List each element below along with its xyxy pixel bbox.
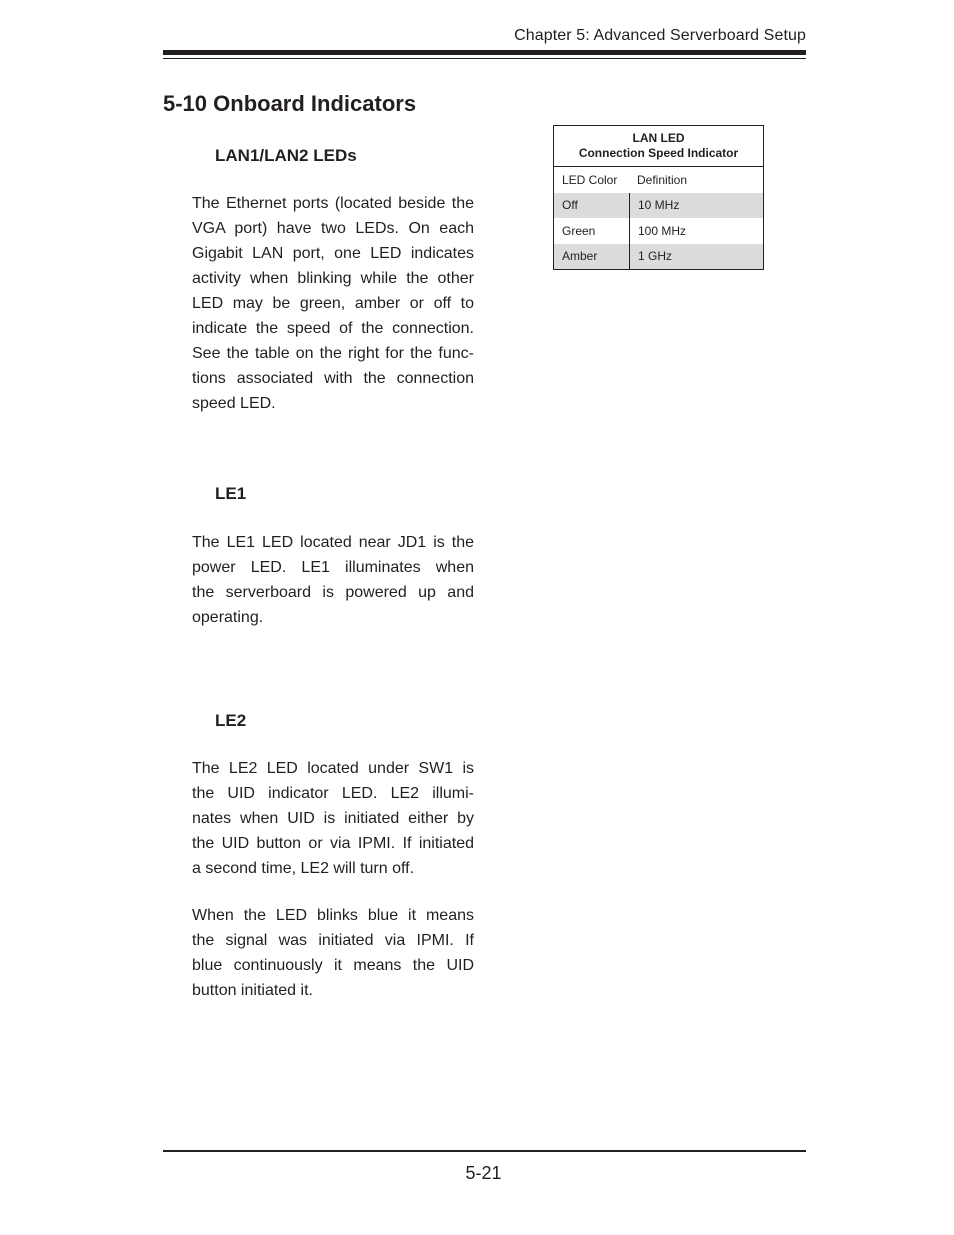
paragraph-line: the serverboard is powered up and [192, 584, 474, 601]
le2-heading: LE2 [215, 711, 247, 730]
paragraph-line: button initiated it. [192, 982, 313, 999]
table-title-line-2: Connection Speed Indicator [578, 146, 739, 160]
table-title-line-1: LAN LED [632, 131, 685, 145]
paragraph-line: indicate the speed of the connection. [192, 320, 474, 337]
le2-paragraph-2 [192, 903, 474, 1003]
paragraph-line: speed LED. [192, 395, 276, 412]
paragraph-line: a second time, LE2 will turn off. [192, 860, 415, 877]
lan-paragraph [192, 191, 474, 416]
table-row [554, 218, 763, 244]
table-header-row [554, 167, 763, 193]
cell-definition: 1 GHz [638, 249, 673, 264]
paragraph-line: When the LED blinks blue it means [192, 907, 474, 924]
paragraph-line: blue continuously it means the UID [192, 957, 474, 974]
footer-rule [163, 1150, 806, 1152]
paragraph-line: Gigabit LAN port, one LED indicates [192, 245, 474, 262]
table-row [554, 193, 763, 219]
paragraph-line: the UID button or via IPMI. If initiated [192, 835, 474, 852]
chapter-header: Chapter 5: Advanced Serverboard Setup [514, 27, 806, 44]
paragraph-line: tions associated with the connection [192, 370, 474, 387]
cell-definition: 100 MHz [638, 223, 687, 238]
table-row [554, 244, 763, 270]
lan-heading: LAN1/LAN2 LEDs [215, 146, 357, 165]
cell-led-color: Green [554, 218, 630, 244]
paragraph-line: activity when blinking while the other [192, 270, 474, 287]
paragraph-line: The LE2 LED located under SW1 is [192, 760, 474, 777]
column-header-definition: Definition [637, 172, 688, 187]
cell-led-color: Amber [554, 244, 630, 270]
paragraph-line: nates when UID is initiated either by [192, 810, 474, 827]
cell-led-color: Off [554, 193, 630, 219]
cell-definition: 10 MHz [638, 198, 680, 213]
le1-heading: LE1 [215, 484, 247, 503]
le2-paragraph-1 [192, 756, 474, 881]
paragraph-line: LED may be green, amber or off to [192, 295, 474, 312]
paragraph-line: VGA port) have two LEDs. On each [192, 220, 474, 237]
paragraph-line: the UID indicator LED. LE2 illumi- [192, 785, 474, 802]
le1-paragraph [192, 530, 474, 630]
section-title: 5-10 Onboard Indicators [163, 91, 417, 116]
paragraph-line: See the table on the right for the func- [192, 345, 474, 362]
paragraph-line: The LE1 LED located near JD1 is the [192, 534, 474, 551]
header-rule-thick [163, 50, 806, 55]
header-rule-thin [163, 58, 806, 59]
paragraph-line: The Ethernet ports (located beside the [192, 195, 474, 212]
page-number: 5-21 [465, 1163, 502, 1183]
paragraph-line: operating. [192, 609, 264, 626]
paragraph-line: power LED. LE1 illuminates when [192, 559, 474, 576]
table-title [554, 126, 763, 167]
column-header-led-color: LED Color [562, 172, 618, 187]
lan-led-table [553, 125, 764, 270]
paragraph-line: the signal was initiated via IPMI. If [192, 932, 474, 949]
